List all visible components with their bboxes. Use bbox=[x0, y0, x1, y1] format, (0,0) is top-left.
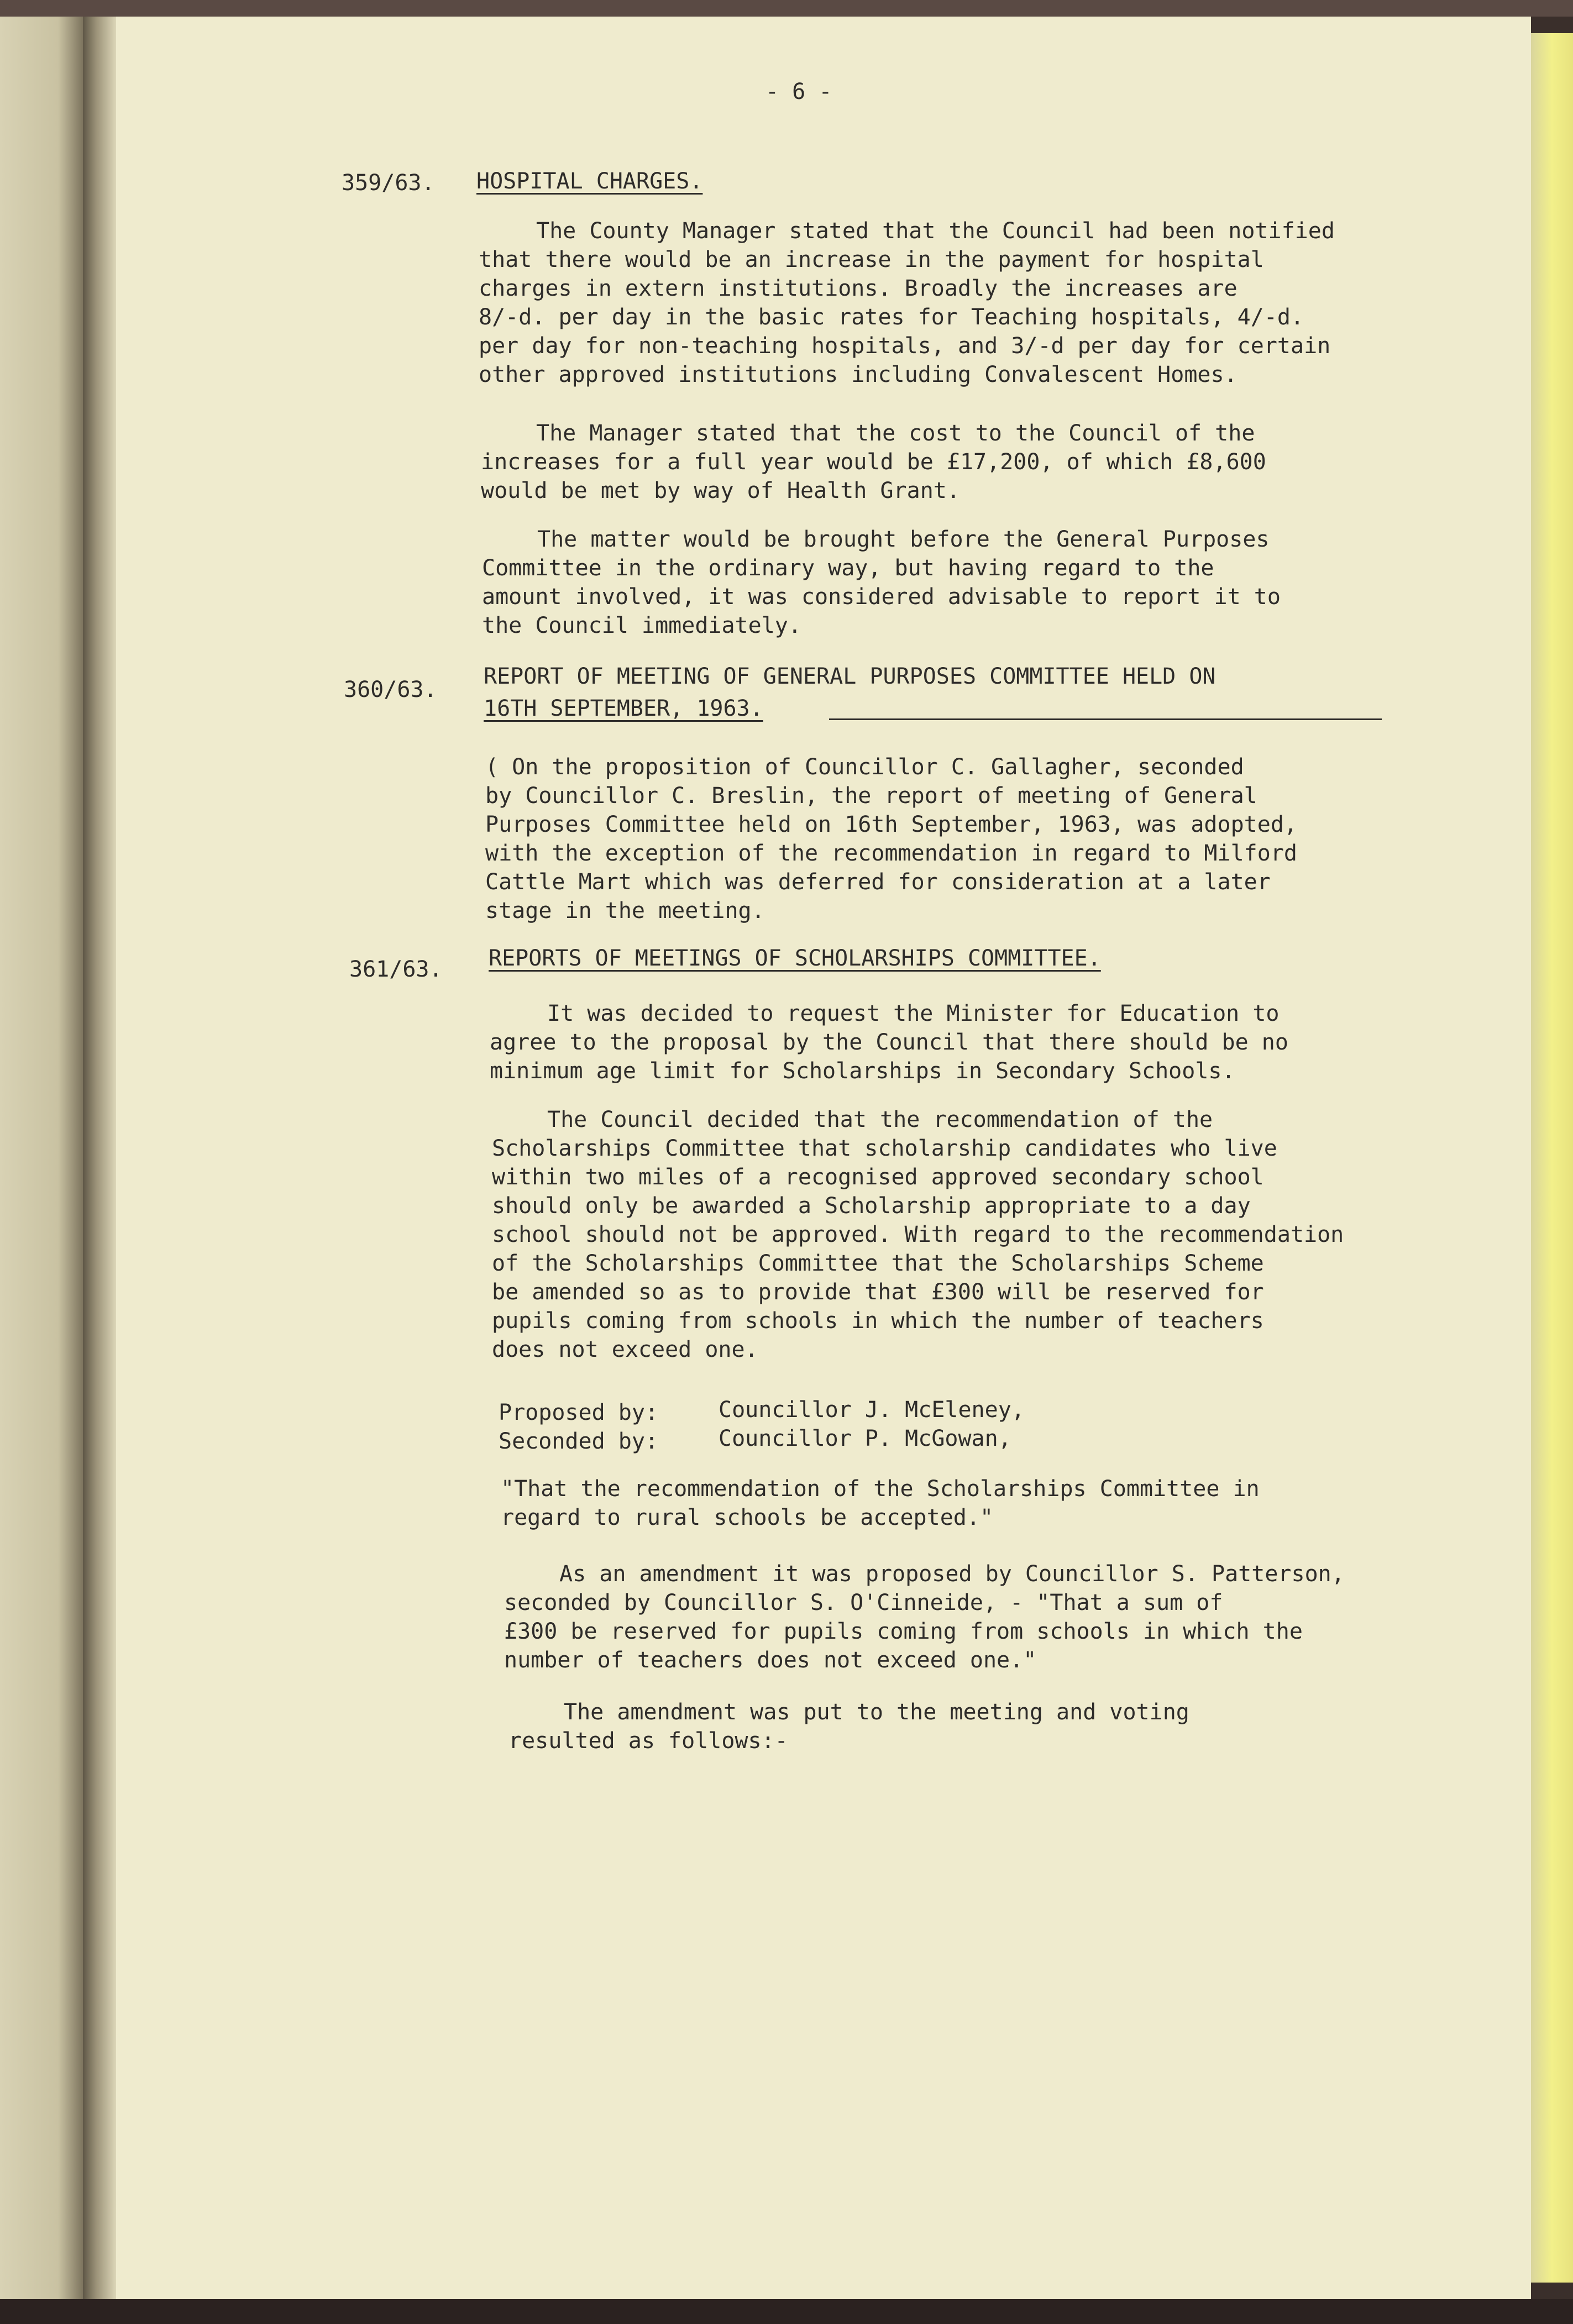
heading-rule bbox=[829, 718, 1382, 720]
item-number: 361/63. bbox=[349, 957, 443, 982]
seconded-value: Councillor P. McGowan, bbox=[719, 1426, 1011, 1451]
text-line: £300 be reserved for pupils coming from schools in which the bbox=[504, 1619, 1303, 1644]
item-heading: REPORTS OF MEETINGS OF SCHOLARSHIPS COMMITTEE. bbox=[489, 946, 1101, 971]
text-line: per day for non-teaching hospitals, and 3/-d per day for certain bbox=[479, 333, 1331, 359]
text-line: Scholarships Committee that scholarship candidates who live bbox=[492, 1136, 1277, 1161]
text-line: minimum age limit for Scholarships in Secondary Schools. bbox=[490, 1058, 1235, 1084]
text-line: school should not be approved. With regard to the recommendation bbox=[492, 1222, 1344, 1247]
text-line: Purposes Committee held on 16th September, 1963, was adopted, bbox=[485, 812, 1298, 837]
text-line: should only be awarded a Scholarship appropriate to a day bbox=[492, 1193, 1251, 1219]
text-line: resulted as follows:- bbox=[508, 1728, 788, 1754]
proposed-label: Proposed by: bbox=[499, 1400, 658, 1425]
text-line: would be met by way of Health Grant. bbox=[481, 478, 960, 503]
text-line: seconded by Councillor S. O'Cinneide, - "That a sum of bbox=[504, 1590, 1223, 1615]
text-line: The matter would be brought before the General Purposes bbox=[537, 527, 1270, 552]
item-heading-line: REPORT OF MEETING OF GENERAL PURPOSES COMMITTEE HELD ON bbox=[484, 664, 1216, 689]
proposed-value: Councillor J. McEleney, bbox=[719, 1397, 1025, 1423]
text-line: number of teachers does not exceed one." bbox=[504, 1648, 1037, 1673]
text-line: The Council decided that the recommendation of the bbox=[547, 1107, 1213, 1132]
seconded-label: Seconded by: bbox=[499, 1429, 658, 1454]
text-line: stage in the meeting. bbox=[485, 898, 765, 924]
closing-paragraph bbox=[508, 1698, 1189, 1755]
item-number: 360/63. bbox=[344, 677, 437, 702]
text-line: charges in extern institutions. Broadly the increases are bbox=[479, 276, 1238, 301]
item-heading-line: 16TH SEPTEMBER, 1963. bbox=[484, 696, 763, 721]
text-line: be amended so as to provide that £300 will be reserved for bbox=[492, 1279, 1264, 1305]
paragraph bbox=[482, 525, 1281, 640]
text-line: other approved institutions including Convalescent Homes. bbox=[479, 362, 1238, 387]
item-heading: HOSPITAL CHARGES. bbox=[476, 169, 703, 194]
text-line: does not exceed one. bbox=[492, 1337, 758, 1362]
paragraph bbox=[481, 419, 1266, 505]
text-line: 8/-d. per day in the basic rates for Teaching hospitals, 4/-d. bbox=[479, 305, 1304, 330]
paragraph bbox=[479, 217, 1335, 389]
text-line: ( On the proposition of Councillor C. Gallagher, seconded bbox=[485, 754, 1244, 780]
page-stack-edge bbox=[1531, 33, 1573, 2283]
text-line: amount involved, it was considered advisable to report it to bbox=[482, 584, 1281, 610]
text-line: by Councillor C. Breslin, the report of meeting of General bbox=[485, 783, 1257, 809]
text-line: that there would be an increase in the payment for hospital bbox=[479, 247, 1264, 272]
motion-quote bbox=[501, 1475, 1260, 1532]
paragraph bbox=[492, 1105, 1344, 1364]
text-line: regard to rural schools be accepted." bbox=[501, 1505, 994, 1530]
book-gutter bbox=[83, 17, 116, 2299]
text-line: As an amendment it was proposed by Councillor S. Patterson, bbox=[559, 1561, 1345, 1587]
text-line: pupils coming from schools in which the number of teachers bbox=[492, 1308, 1264, 1334]
text-line: within two miles of a recognised approved secondary school bbox=[492, 1164, 1264, 1190]
facing-page-edge bbox=[0, 17, 83, 2299]
amendment bbox=[504, 1560, 1345, 1675]
text-line: The Manager stated that the cost to the Council of the bbox=[536, 421, 1255, 446]
text-line: "That the recommendation of the Scholarships Committee in bbox=[501, 1476, 1260, 1502]
text-line: Cattle Mart which was deferred for consideration at a later bbox=[485, 869, 1271, 895]
text-line: Committee in the ordinary way, but having regard to the bbox=[482, 555, 1214, 581]
text-line: with the exception of the recommendation in regard to Milford bbox=[485, 841, 1298, 866]
item-number: 359/63. bbox=[342, 170, 435, 196]
page-number: - 6 - bbox=[765, 79, 832, 104]
text-line: The County Manager stated that the Council had been notified bbox=[536, 218, 1335, 244]
text-line: the Council immediately. bbox=[482, 613, 801, 638]
paragraph bbox=[490, 999, 1288, 1085]
text-line: The amendment was put to the meeting and voting bbox=[564, 1699, 1189, 1725]
text-line: It was decided to request the Minister for Education to bbox=[547, 1001, 1280, 1026]
scan-bottom-edge bbox=[0, 2299, 1573, 2324]
text-line: of the Scholarships Committee that the Scholarships Scheme bbox=[492, 1251, 1264, 1276]
paragraph bbox=[485, 753, 1297, 925]
text-line: agree to the proposal by the Council that there should be no bbox=[490, 1030, 1288, 1055]
text-line: increases for a full year would be £17,200, of which £8,600 bbox=[481, 449, 1266, 475]
scan-top-edge bbox=[0, 0, 1573, 17]
